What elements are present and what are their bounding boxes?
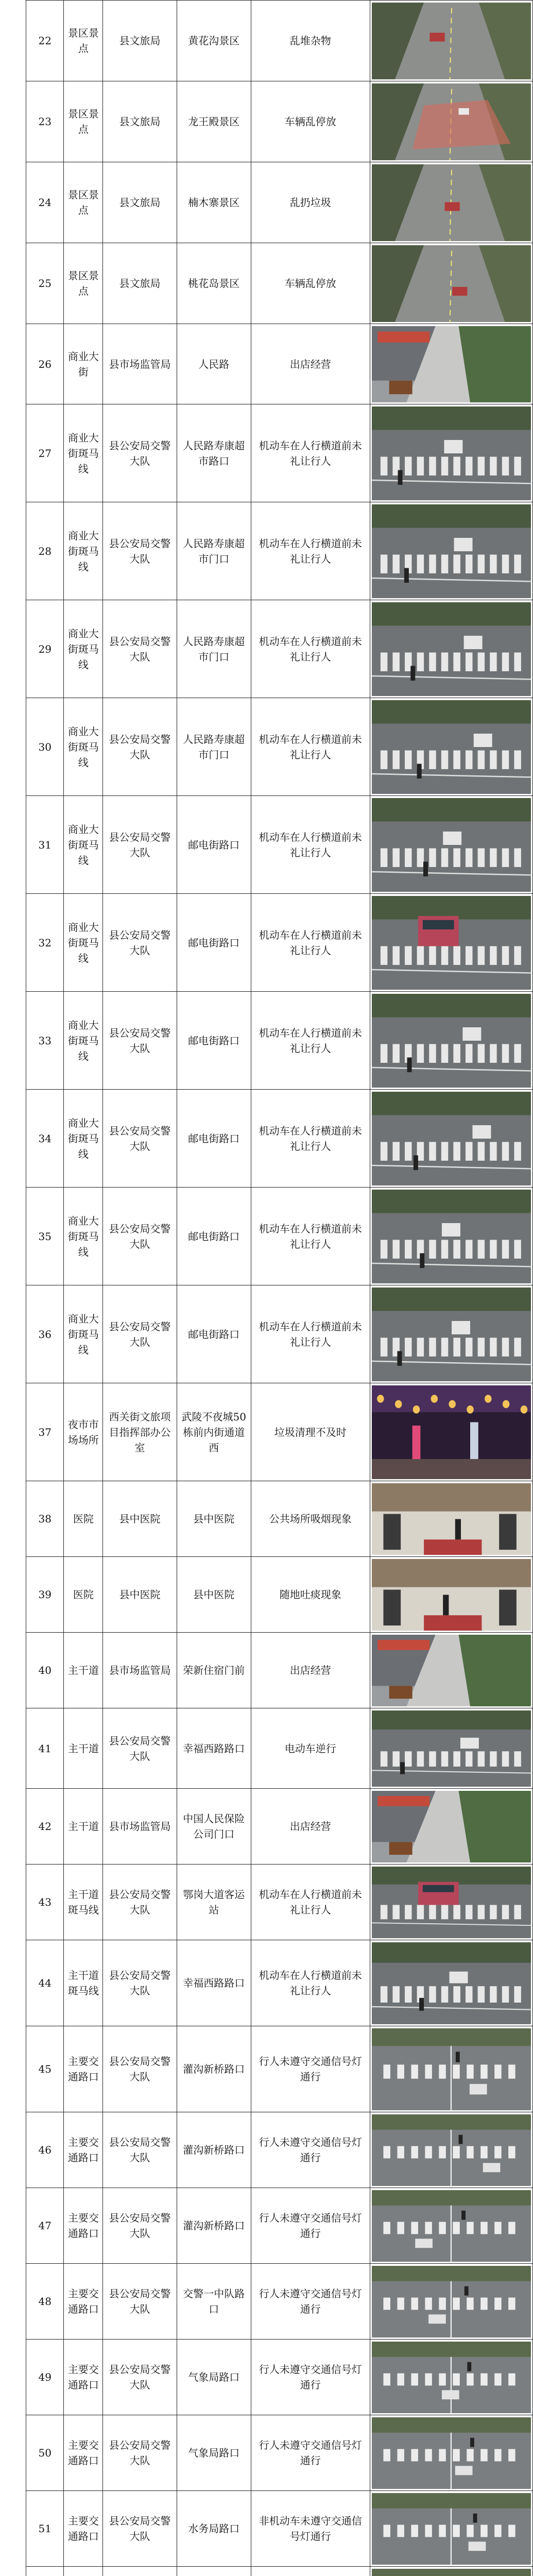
table-row bbox=[26, 2567, 533, 2576]
row-number: 26 bbox=[26, 324, 64, 404]
row-issue: 机动车在人行横道前未礼让行人 bbox=[251, 698, 370, 796]
row-issue: 机动车在人行横道前未礼让行人 bbox=[251, 1090, 370, 1188]
row-category: 商业大街 bbox=[64, 324, 103, 404]
table-row bbox=[26, 2491, 533, 2567]
row-photo-cell bbox=[370, 1481, 533, 1557]
row-number: 49 bbox=[26, 2340, 64, 2415]
row-category: 商业大街斑马线 bbox=[64, 502, 103, 600]
table-row bbox=[26, 162, 533, 243]
row-location: 幸福西路路口 bbox=[177, 1940, 251, 2026]
row-photo-cell bbox=[370, 243, 533, 324]
row-location: 水务局路口 bbox=[177, 2491, 251, 2567]
evidence-photo bbox=[372, 994, 531, 1088]
row-photo-cell bbox=[370, 502, 533, 600]
row-issue: 机动车在人行横道前未礼让行人 bbox=[251, 796, 370, 894]
row-number: 25 bbox=[26, 243, 64, 324]
table-row bbox=[26, 2026, 533, 2112]
row-photo-cell bbox=[370, 894, 533, 992]
row-category: 主要交通路口 bbox=[64, 2026, 103, 2112]
row-responsible-unit: 县市场监管局 bbox=[103, 1633, 177, 1708]
row-location: 气象局路口 bbox=[177, 2415, 251, 2491]
row-category bbox=[64, 2567, 103, 2576]
row-photo-cell bbox=[370, 2026, 533, 2112]
row-category: 商业大街斑马线 bbox=[64, 796, 103, 894]
row-category: 主要交通路口 bbox=[64, 2491, 103, 2567]
row-issue: 乱扔垃圾 bbox=[251, 162, 370, 243]
row-location: 武陵不夜城50栋前内街通道西 bbox=[177, 1383, 251, 1481]
row-photo-cell bbox=[370, 1557, 533, 1633]
row-location: 人民路寿康超市门口 bbox=[177, 698, 251, 796]
row-issue: 非机动车未遵守交通信号灯通行 bbox=[251, 2491, 370, 2567]
row-number: 33 bbox=[26, 992, 64, 1090]
row-location: 邮电街路口 bbox=[177, 1188, 251, 1285]
row-responsible-unit: 县公安局交警大队 bbox=[103, 2112, 177, 2188]
row-issue: 出店经营 bbox=[251, 324, 370, 404]
row-location: 邮电街路口 bbox=[177, 1090, 251, 1188]
evidence-photo bbox=[372, 1791, 531, 1862]
row-issue: 机动车在人行横道前未礼让行人 bbox=[251, 894, 370, 992]
evidence-photo bbox=[372, 1559, 531, 1631]
evidence-photo bbox=[372, 406, 531, 500]
evidence-photo bbox=[372, 1710, 531, 1787]
row-issue: 机动车在人行横道前未礼让行人 bbox=[251, 600, 370, 698]
row-responsible-unit: 县中医院 bbox=[103, 1557, 177, 1633]
row-responsible-unit: 县公安局交警大队 bbox=[103, 1865, 177, 1940]
table-row bbox=[26, 698, 533, 796]
row-number: 30 bbox=[26, 698, 64, 796]
table-row bbox=[26, 81, 533, 162]
evidence-photo bbox=[372, 2114, 531, 2186]
row-category: 医院 bbox=[64, 1481, 103, 1557]
row-number: 32 bbox=[26, 894, 64, 992]
row-issue: 车辆乱停放 bbox=[251, 81, 370, 162]
row-responsible-unit: 县市场监管局 bbox=[103, 1789, 177, 1865]
row-location: 楠木寨景区 bbox=[177, 162, 251, 243]
row-issue: 行人未遵守交通信号灯通行 bbox=[251, 2415, 370, 2491]
row-location: 邮电街路口 bbox=[177, 796, 251, 894]
row-location: 黄花沟景区 bbox=[177, 1, 251, 81]
row-number: 39 bbox=[26, 1557, 64, 1633]
row-location: 桃花岛景区 bbox=[177, 243, 251, 324]
evidence-photo bbox=[372, 2493, 531, 2565]
row-category: 商业大街斑马线 bbox=[64, 404, 103, 502]
row-location: 人民路寿康超市门口 bbox=[177, 502, 251, 600]
row-category: 主要交通路口 bbox=[64, 2340, 103, 2415]
row-responsible-unit bbox=[103, 2567, 177, 2576]
row-photo-cell bbox=[370, 1383, 533, 1481]
evidence-photo bbox=[372, 1483, 531, 1555]
row-issue: 机动车在人行横道前未礼让行人 bbox=[251, 404, 370, 502]
row-photo-cell bbox=[370, 404, 533, 502]
table-row bbox=[26, 2340, 533, 2415]
row-location: 人民路 bbox=[177, 324, 251, 404]
evidence-photo bbox=[372, 1092, 531, 1185]
row-location: 县中医院 bbox=[177, 1481, 251, 1557]
table-row bbox=[26, 894, 533, 992]
row-responsible-unit: 县公安局交警大队 bbox=[103, 1708, 177, 1789]
table-row bbox=[26, 1633, 533, 1708]
row-number: 48 bbox=[26, 2264, 64, 2340]
table-row bbox=[26, 2415, 533, 2491]
row-location: 邮电街路口 bbox=[177, 1285, 251, 1383]
row-photo-cell bbox=[370, 796, 533, 894]
table-row bbox=[26, 1383, 533, 1481]
row-number: 37 bbox=[26, 1383, 64, 1481]
row-location: 灌沟新桥路口 bbox=[177, 2026, 251, 2112]
evidence-photo bbox=[372, 83, 531, 160]
row-issue: 随地吐痰现象 bbox=[251, 1557, 370, 1633]
row-issue: 行人未遵守交通信号灯通行 bbox=[251, 2264, 370, 2340]
row-issue: 机动车在人行横道前未礼让行人 bbox=[251, 1188, 370, 1285]
row-photo-cell bbox=[370, 1940, 533, 2026]
evidence-photo bbox=[372, 504, 531, 598]
row-photo-cell bbox=[370, 600, 533, 698]
row-responsible-unit: 县公安局交警大队 bbox=[103, 2188, 177, 2264]
row-issue: 出店经营 bbox=[251, 1633, 370, 1708]
row-responsible-unit: 县公安局交警大队 bbox=[103, 698, 177, 796]
row-number: 51 bbox=[26, 2491, 64, 2567]
evidence-photo bbox=[372, 326, 531, 402]
row-category: 医院 bbox=[64, 1557, 103, 1633]
row-category: 商业大街斑马线 bbox=[64, 894, 103, 992]
row-issue: 垃圾清理不及时 bbox=[251, 1383, 370, 1481]
row-location: 邮电街路口 bbox=[177, 894, 251, 992]
row-issue: 机动车在人行横道前未礼让行人 bbox=[251, 1285, 370, 1383]
evidence-photo bbox=[372, 798, 531, 892]
table-row bbox=[26, 1188, 533, 1285]
table-row bbox=[26, 1285, 533, 1383]
table-row bbox=[26, 1481, 533, 1557]
row-responsible-unit: 西关街文旅项目指挥部办公室 bbox=[103, 1383, 177, 1481]
row-location: 幸福西路路口 bbox=[177, 1708, 251, 1789]
row-responsible-unit: 县公安局交警大队 bbox=[103, 1188, 177, 1285]
evidence-photo bbox=[372, 700, 531, 794]
row-responsible-unit: 县公安局交警大队 bbox=[103, 502, 177, 600]
evidence-photo bbox=[372, 2028, 531, 2110]
row-photo-cell bbox=[370, 992, 533, 1090]
row-responsible-unit: 县公安局交警大队 bbox=[103, 1940, 177, 2026]
row-number: 50 bbox=[26, 2415, 64, 2491]
row-photo-cell bbox=[370, 81, 533, 162]
row-number: 42 bbox=[26, 1789, 64, 1865]
row-photo-cell bbox=[370, 1633, 533, 1708]
evidence-photo bbox=[372, 2417, 531, 2489]
row-number: 28 bbox=[26, 502, 64, 600]
evidence-photo bbox=[372, 2569, 531, 2576]
row-responsible-unit: 县公安局交警大队 bbox=[103, 992, 177, 1090]
row-location: 灌沟新桥路口 bbox=[177, 2188, 251, 2264]
row-photo-cell bbox=[370, 1865, 533, 1940]
row-location: 灌沟新桥路口 bbox=[177, 2112, 251, 2188]
row-issue: 公共场所吸烟现象 bbox=[251, 1481, 370, 1557]
row-category: 商业大街斑马线 bbox=[64, 992, 103, 1090]
table-row bbox=[26, 243, 533, 324]
row-responsible-unit: 县公安局交警大队 bbox=[103, 1090, 177, 1188]
row-location bbox=[177, 2567, 251, 2576]
row-photo-cell bbox=[370, 324, 533, 404]
evidence-photo bbox=[372, 2342, 531, 2413]
evidence-photo bbox=[372, 2266, 531, 2337]
row-category: 主干道 bbox=[64, 1708, 103, 1789]
table-row bbox=[26, 1, 533, 81]
row-responsible-unit: 县公安局交警大队 bbox=[103, 1285, 177, 1383]
table-row bbox=[26, 404, 533, 502]
row-issue: 行人未遵守交通信号灯通行 bbox=[251, 2112, 370, 2188]
table-row bbox=[26, 1940, 533, 2026]
row-category: 景区景点 bbox=[64, 81, 103, 162]
inspection-table-sheet bbox=[26, 0, 533, 2576]
evidence-photo bbox=[372, 1287, 531, 1381]
row-number: 38 bbox=[26, 1481, 64, 1557]
row-photo-cell bbox=[370, 1789, 533, 1865]
table-row bbox=[26, 2264, 533, 2340]
row-category: 景区景点 bbox=[64, 162, 103, 243]
row-number: 46 bbox=[26, 2112, 64, 2188]
table-row bbox=[26, 796, 533, 894]
row-location: 中国人民保险公司门口 bbox=[177, 1789, 251, 1865]
row-number: 31 bbox=[26, 796, 64, 894]
row-photo-cell bbox=[370, 1090, 533, 1188]
row-responsible-unit: 县市场监管局 bbox=[103, 324, 177, 404]
row-responsible-unit: 县公安局交警大队 bbox=[103, 894, 177, 992]
row-number bbox=[26, 2567, 64, 2576]
row-number: 24 bbox=[26, 162, 64, 243]
row-issue: 车辆乱停放 bbox=[251, 243, 370, 324]
row-category: 主干道 bbox=[64, 1633, 103, 1708]
row-category: 主干道斑马线 bbox=[64, 1865, 103, 1940]
row-location: 龙王殿景区 bbox=[177, 81, 251, 162]
row-location: 交警一中队路口 bbox=[177, 2264, 251, 2340]
row-issue: 行人未遵守交通信号灯通行 bbox=[251, 2026, 370, 2112]
table-row bbox=[26, 992, 533, 1090]
row-number: 40 bbox=[26, 1633, 64, 1708]
inspection-table bbox=[26, 0, 533, 2576]
row-photo-cell bbox=[370, 2415, 533, 2491]
row-location: 气象局路口 bbox=[177, 2340, 251, 2415]
row-photo-cell bbox=[370, 1188, 533, 1285]
row-location: 邮电街路口 bbox=[177, 992, 251, 1090]
evidence-photo bbox=[372, 3, 531, 79]
row-photo-cell bbox=[370, 1708, 533, 1789]
row-issue: 行人未遵守交通信号灯通行 bbox=[251, 2340, 370, 2415]
row-number: 23 bbox=[26, 81, 64, 162]
table-row bbox=[26, 1789, 533, 1865]
evidence-photo bbox=[372, 602, 531, 696]
row-category: 夜市市场场所 bbox=[64, 1383, 103, 1481]
table-row bbox=[26, 1708, 533, 1789]
row-responsible-unit: 县公安局交警大队 bbox=[103, 2415, 177, 2491]
row-category: 主要交通路口 bbox=[64, 2112, 103, 2188]
row-number: 44 bbox=[26, 1940, 64, 2026]
row-category: 主干道 bbox=[64, 1789, 103, 1865]
row-issue: 出店经营 bbox=[251, 1789, 370, 1865]
row-issue: 电动车逆行 bbox=[251, 1708, 370, 1789]
table-row bbox=[26, 600, 533, 698]
table-row bbox=[26, 502, 533, 600]
row-category: 主要交通路口 bbox=[64, 2264, 103, 2340]
table-row bbox=[26, 324, 533, 404]
row-location: 人民路寿康超市路口 bbox=[177, 404, 251, 502]
row-photo-cell bbox=[370, 2264, 533, 2340]
row-number: 22 bbox=[26, 1, 64, 81]
table-row bbox=[26, 1865, 533, 1940]
row-number: 47 bbox=[26, 2188, 64, 2264]
row-number: 36 bbox=[26, 1285, 64, 1383]
row-issue: 乱堆杂物 bbox=[251, 1, 370, 81]
row-number: 45 bbox=[26, 2026, 64, 2112]
evidence-photo bbox=[372, 245, 531, 322]
table-row bbox=[26, 1557, 533, 1633]
table-row bbox=[26, 2188, 533, 2264]
row-responsible-unit: 县公安局交警大队 bbox=[103, 796, 177, 894]
row-location: 县中医院 bbox=[177, 1557, 251, 1633]
inspection-table-body bbox=[26, 1, 533, 2576]
row-issue: 机动车在人行横道前未礼让行人 bbox=[251, 1940, 370, 2026]
row-photo-cell bbox=[370, 1, 533, 81]
row-location: 人民路寿康超市门口 bbox=[177, 600, 251, 698]
row-category: 主要交通路口 bbox=[64, 2188, 103, 2264]
row-responsible-unit: 县中医院 bbox=[103, 1481, 177, 1557]
row-number: 41 bbox=[26, 1708, 64, 1789]
row-category: 商业大街斑马线 bbox=[64, 1285, 103, 1383]
row-number: 27 bbox=[26, 404, 64, 502]
row-photo-cell bbox=[370, 2188, 533, 2264]
row-responsible-unit: 县公安局交警大队 bbox=[103, 600, 177, 698]
evidence-photo bbox=[372, 896, 531, 990]
row-photo-cell bbox=[370, 1285, 533, 1383]
row-number: 35 bbox=[26, 1188, 64, 1285]
evidence-photo bbox=[372, 1867, 531, 1938]
row-photo-cell bbox=[370, 162, 533, 243]
row-responsible-unit: 县公安局交警大队 bbox=[103, 2340, 177, 2415]
row-category: 主要交通路口 bbox=[64, 2415, 103, 2491]
row-issue: 机动车在人行横道前未礼让行人 bbox=[251, 502, 370, 600]
table-row bbox=[26, 1090, 533, 1188]
evidence-photo bbox=[372, 2190, 531, 2262]
row-responsible-unit: 县文旅局 bbox=[103, 243, 177, 324]
evidence-photo bbox=[372, 1942, 531, 2024]
evidence-photo bbox=[372, 164, 531, 241]
row-photo-cell bbox=[370, 2491, 533, 2567]
row-responsible-unit: 县公安局交警大队 bbox=[103, 2026, 177, 2112]
table-row bbox=[26, 2112, 533, 2188]
row-issue bbox=[251, 2567, 370, 2576]
row-category: 商业大街斑马线 bbox=[64, 1188, 103, 1285]
row-responsible-unit: 县文旅局 bbox=[103, 1, 177, 81]
evidence-photo bbox=[372, 1385, 531, 1479]
row-category: 商业大街斑马线 bbox=[64, 1090, 103, 1188]
row-photo-cell bbox=[370, 2112, 533, 2188]
row-category: 商业大街斑马线 bbox=[64, 698, 103, 796]
evidence-photo bbox=[372, 1635, 531, 1706]
row-issue: 机动车在人行横道前未礼让行人 bbox=[251, 992, 370, 1090]
row-number: 29 bbox=[26, 600, 64, 698]
row-category: 主干道斑马线 bbox=[64, 1940, 103, 2026]
row-photo-cell bbox=[370, 2340, 533, 2415]
row-category: 商业大街斑马线 bbox=[64, 600, 103, 698]
row-number: 34 bbox=[26, 1090, 64, 1188]
row-responsible-unit: 县文旅局 bbox=[103, 81, 177, 162]
row-issue: 行人未遵守交通信号灯通行 bbox=[251, 2188, 370, 2264]
row-responsible-unit: 县公安局交警大队 bbox=[103, 404, 177, 502]
row-issue: 机动车在人行横道前未礼让行人 bbox=[251, 1865, 370, 1940]
row-responsible-unit: 县公安局交警大队 bbox=[103, 2491, 177, 2567]
row-photo-cell bbox=[370, 698, 533, 796]
row-category: 景区景点 bbox=[64, 1, 103, 81]
row-category: 景区景点 bbox=[64, 243, 103, 324]
row-location: 鄂岗大道客运站 bbox=[177, 1865, 251, 1940]
row-photo-cell bbox=[370, 2567, 533, 2576]
evidence-photo bbox=[372, 1190, 531, 1283]
row-responsible-unit: 县文旅局 bbox=[103, 162, 177, 243]
row-responsible-unit: 县公安局交警大队 bbox=[103, 2264, 177, 2340]
row-number: 43 bbox=[26, 1865, 64, 1940]
row-location: 荣新住宿门前 bbox=[177, 1633, 251, 1708]
